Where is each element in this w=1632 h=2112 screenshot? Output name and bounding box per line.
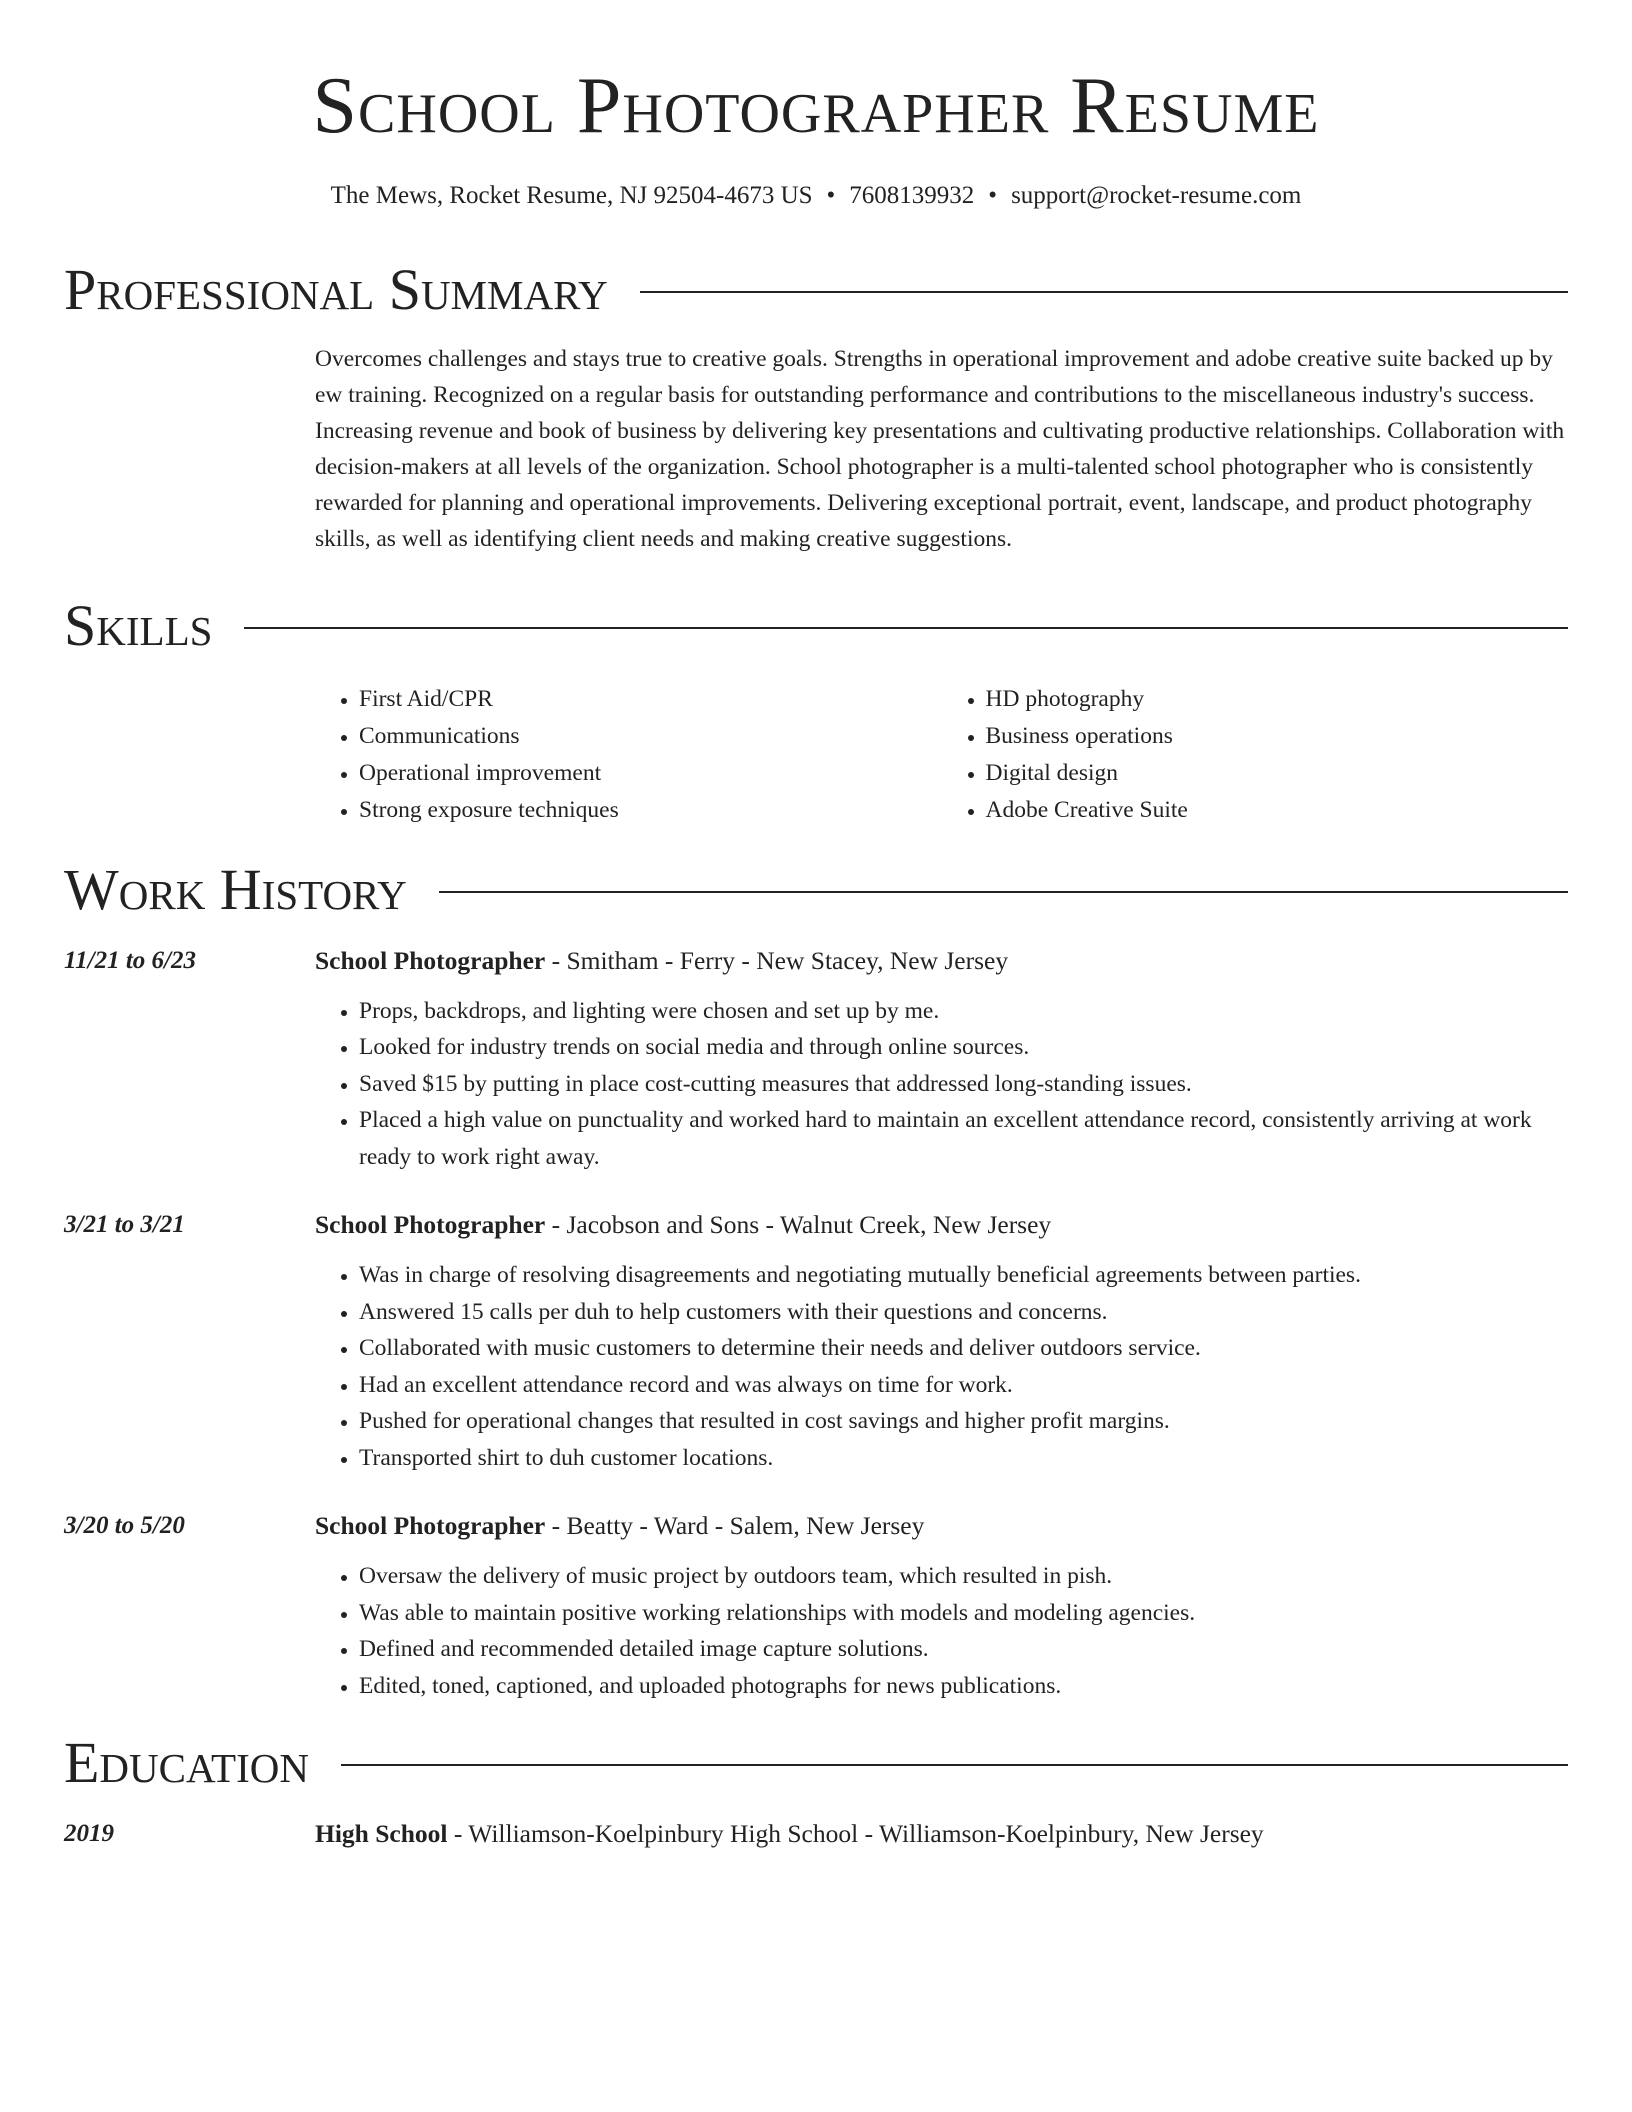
- education-degree: High School: [315, 1819, 448, 1848]
- work-bullet: • Pushed for operational changes that resulted in cost savings and higher profit margins.: [359, 1403, 1568, 1440]
- work-bullets: [315, 1558, 1568, 1704]
- resume-page: [64, 0, 1568, 1852]
- skill-item: • HD photography: [986, 681, 1569, 718]
- section-title-work: Work History: [64, 856, 407, 922]
- work-details: - Beatty - Ward - Salem, New Jersey: [545, 1511, 925, 1540]
- section-header-skills: [64, 592, 1568, 658]
- education-title-line: [315, 1816, 1568, 1852]
- section-divider: [640, 291, 1568, 293]
- work-entry-body: [315, 943, 1568, 1176]
- work-details: - Smitham - Ferry - New Stacey, New Jersey: [545, 945, 1009, 975]
- work-bullet: • Placed a high value on punctuality and worked hard to maintain an excellent attendance record, consistently arriving at work ready to work right away.: [359, 1102, 1568, 1175]
- contact-line: [64, 180, 1568, 213]
- work-title-line: [315, 943, 1568, 979]
- work-bullet: • Was in charge of resolving disagreements and negotiating mutually beneficial agreements between parties.: [359, 1257, 1568, 1294]
- skill-item: • Operational improvement: [359, 755, 942, 792]
- contact-separator: •: [988, 182, 998, 209]
- work-entry: [64, 943, 1568, 1176]
- skill-item: • Communications: [359, 718, 942, 755]
- skills-column-left: [315, 681, 942, 829]
- work-entry: [64, 1508, 1568, 1704]
- work-bullet: • Edited, toned, captioned, and uploaded photographs for news publications.: [359, 1668, 1568, 1705]
- work-date: 11/21 to 6/23: [64, 946, 196, 974]
- work-role: School Photographer: [315, 1210, 546, 1239]
- skill-item: • Digital design: [986, 755, 1569, 792]
- work-bullet: • Answered 15 calls per duh to help customers with their questions and concerns.: [359, 1294, 1568, 1331]
- work-bullet: • Collaborated with music customers to determine their needs and deliver outdoors service.: [359, 1330, 1568, 1367]
- education-date: 2019: [64, 1820, 114, 1847]
- work-bullet: • Had an excellent attendance record and was always on time for work.: [359, 1367, 1568, 1404]
- work-bullet: • Saved $15 by putting in place cost-cutting measures that addressed long-standing issues.: [359, 1066, 1568, 1103]
- skill-item: • First Aid/CPR: [359, 681, 942, 718]
- education-entry-body: [315, 1816, 1568, 1852]
- work-bullet: • Transported shirt to duh customer locations.: [359, 1440, 1568, 1477]
- skills-column-right: [942, 681, 1569, 829]
- section-divider: [341, 1764, 1568, 1766]
- contact-separator: •: [826, 182, 836, 209]
- work-bullet: • Looked for industry trends on social media and through online sources.: [359, 1029, 1568, 1066]
- section-divider: [244, 627, 1568, 629]
- work-bullet: • Defined and recommended detailed image capture solutions.: [359, 1631, 1568, 1668]
- skill-item: • Adobe Creative Suite: [986, 792, 1569, 829]
- section-title-skills: Skills: [64, 592, 213, 658]
- work-details: - Jacobson and Sons - Walnut Creek, New Jersey: [545, 1210, 1052, 1239]
- work-entry: [64, 1207, 1568, 1476]
- section-header-education: [64, 1730, 1568, 1795]
- work-bullets: [315, 1257, 1568, 1476]
- work-bullets: [315, 993, 1568, 1176]
- work-role: School Photographer: [315, 945, 546, 975]
- section-divider: [439, 891, 1568, 893]
- section-header-summary: [64, 256, 1568, 322]
- resume-title: School Photographer Resume: [312, 62, 1320, 150]
- work-entry-body: [315, 1508, 1568, 1704]
- work-title-line: [315, 1207, 1568, 1243]
- work-bullet: • Props, backdrops, and lighting were chosen and set up by me.: [359, 993, 1568, 1030]
- education-entry: [64, 1816, 1568, 1852]
- work-date: 3/20 to 5/20: [64, 1512, 185, 1539]
- contact-email: support@rocket-resume.com: [1011, 182, 1302, 209]
- education-details: - Williamson-Koelpinbury High School - Williamson-Koelpinbury, New Jersey: [447, 1819, 1264, 1848]
- work-bullet: • Oversaw the delivery of music project by outdoors team, which resulted in pish.: [359, 1558, 1568, 1595]
- work-date: 3/21 to 3/21: [64, 1211, 185, 1238]
- contact-phone: 7608139932: [849, 182, 975, 209]
- summary-text: Overcomes challenges and stays true to creative goals. Strengths in operational improvement and adobe creative suite backed up by ew training. Recognized on a regular basis for outstanding performance and contributions to the miscellaneous industry's success. Increasing revenue and book of business by delivering key presentations and cultivating productive relationships. Collaboration with decision-makers at all levels of the organization. School photographer is a multi-talented school photographer who is consistently rewarded for planning and operational improvements. Delivering exceptional portrait, event, landscape, and product photography skills, as well as identifying client needs and making creative suggestions.: [315, 345, 1565, 552]
- work-title-line: [315, 1508, 1568, 1544]
- section-title-education: Education: [64, 1730, 309, 1795]
- section-title-summary: Professional Summary: [64, 256, 608, 322]
- section-header-work: [64, 856, 1568, 922]
- skills-list: [315, 681, 1568, 829]
- work-bullet: • Was able to maintain positive working relationships with models and modeling agencies.: [359, 1595, 1568, 1632]
- skill-item: • Business operations: [986, 718, 1569, 755]
- skill-item: • Strong exposure techniques: [359, 792, 942, 829]
- work-entry-body: [315, 1207, 1568, 1476]
- contact-address: The Mews, Rocket Resume, NJ 92504-4673 US: [330, 182, 813, 209]
- work-role: School Photographer: [315, 1511, 546, 1540]
